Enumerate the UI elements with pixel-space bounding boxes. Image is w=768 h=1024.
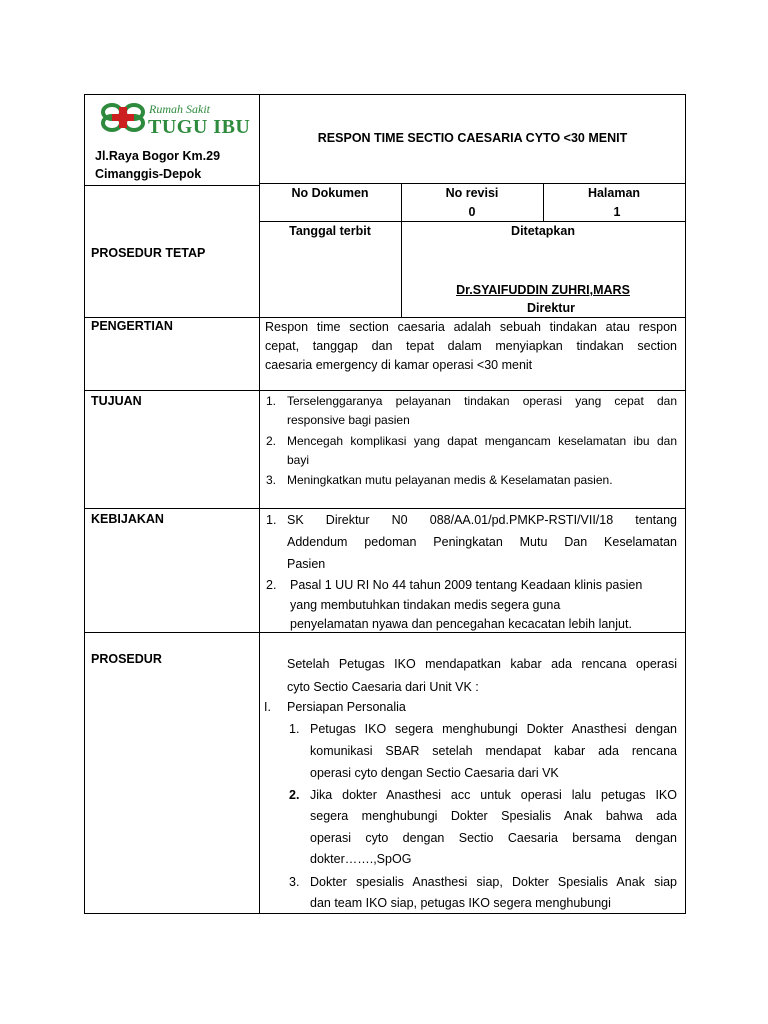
prosedur-roman-title: Persiapan Personalia bbox=[287, 700, 406, 714]
prosedur-item-number: 2. bbox=[289, 788, 300, 802]
column-divider-main bbox=[259, 94, 260, 914]
table-border-bottom bbox=[84, 913, 686, 914]
logo-text-rumah-sakit: Rumah Sakit bbox=[149, 102, 210, 116]
kebijakan-label: KEBIJAKAN bbox=[91, 512, 164, 526]
kebijakan-item-line: yang membutuhkan tindakan medis segera guna bbox=[290, 598, 561, 612]
prosedur-item-line: operasi cyto dengan Sectio Caesaria dari VK bbox=[310, 766, 559, 780]
tujuan-item-line: responsive bagi pasien bbox=[287, 413, 410, 427]
pengertian-line: cepat, tanggap dan tepat dalam menyiapkan tindakan section bbox=[265, 339, 677, 353]
kebijakan-item-line: Pasal 1 UU RI No 44 tahun 2009 tentang Keadaan klinis pasien bbox=[290, 578, 643, 592]
address-line-1: Jl.Raya Bogor Km.29 bbox=[95, 149, 221, 163]
prosedur-item-line: Petugas IKO segera menghubungi Dokter Anasthesi dengan bbox=[310, 722, 677, 736]
ditetapkan-label: Ditetapkan bbox=[511, 224, 575, 238]
tujuan-item-line: Terselenggaranya pelayanan tindakan operasi yang cepat dan bbox=[287, 394, 677, 408]
tujuan-item-line: Meningkatkan mutu pelayanan medis & Keselamatan pasien. bbox=[287, 473, 613, 487]
logo-text-tugu-ibu: TUGU IBU bbox=[148, 116, 251, 138]
prosedur-item-line: segera menghubungi Dokter Spesialis Anak bahwa ada bbox=[310, 809, 677, 823]
no-revisi-label: No revisi bbox=[445, 186, 499, 200]
kebijakan-item-number: 1. bbox=[266, 513, 277, 527]
tujuan-item-line: Mencegah komplikasi yang dapat mengancam keselamatan ibu dan bbox=[287, 434, 677, 448]
prosedur-intro-line: cyto Sectio Caesaria dari Unit VK : bbox=[287, 680, 479, 694]
document-title: RESPON TIME SECTIO CAESARIA CYTO <30 MENIT bbox=[317, 131, 628, 145]
prosedur-item-line: komunikasi SBAR setelah mendapat kabar ada rencana bbox=[310, 744, 677, 758]
prosedur-item-line: dokter…….,SpOG bbox=[310, 852, 412, 866]
hospital-cross-logo-icon bbox=[100, 101, 146, 133]
prosedur-label: PROSEDUR bbox=[91, 652, 162, 666]
kebijakan-item-line: Addendum pedoman Peningkatan Mutu Dan Keselamatan bbox=[287, 535, 677, 549]
prosedur-item-number: 3. bbox=[289, 875, 300, 889]
kebijakan-item-line: SK Direktur N0 088/AA.01/pd.PMKP-RSTI/VII/18 tentang bbox=[287, 513, 677, 527]
tujuan-item-number: 1. bbox=[266, 394, 277, 408]
signer-name: Dr.SYAIFUDDIN ZUHRI,MARS bbox=[456, 283, 630, 297]
prosedur-item-line: Jika dokter Anasthesi acc untuk operasi lalu petugas IKO bbox=[310, 788, 677, 802]
prosedur-item-line: dan team IKO siap, petugas IKO segera menghubungi bbox=[310, 896, 611, 910]
pengertian-label: PENGERTIAN bbox=[91, 319, 173, 333]
row-divider-tujuan bbox=[84, 508, 686, 509]
table-border-top bbox=[84, 94, 686, 95]
address-line-2: Cimanggis-Depok bbox=[95, 167, 202, 181]
no-dokumen-label: No Dokumen bbox=[291, 186, 369, 200]
prosedur-intro-line: Setelah Petugas IKO mendapatkan kabar ada rencana operasi bbox=[287, 657, 677, 671]
tujuan-item-number: 2. bbox=[266, 434, 277, 448]
prosedur-roman-number: I. bbox=[264, 700, 271, 714]
pengertian-line: caesaria emergency di kamar operasi <30 menit bbox=[265, 358, 533, 372]
no-revisi-value: 0 bbox=[468, 205, 476, 219]
halaman-label: Halaman bbox=[587, 186, 641, 200]
prosedur-item-line: operasi cyto dengan Sectio Caesaria bersama dengan bbox=[310, 831, 677, 845]
prosedur-tetap-label: PROSEDUR TETAP bbox=[91, 246, 206, 260]
prosedur-item-number: 1. bbox=[289, 722, 300, 736]
tanggal-terbit-label: Tanggal terbit bbox=[289, 224, 371, 238]
kebijakan-item-number: 2. bbox=[266, 578, 277, 592]
table-border-left bbox=[84, 94, 85, 914]
prosedur-item-line: Dokter spesialis Anasthesi siap, Dokter Spesialis Anak siap bbox=[310, 875, 677, 889]
row-divider-address bbox=[84, 185, 259, 186]
tujuan-item-number: 3. bbox=[266, 473, 277, 487]
pengertian-line: Respon time section caesaria adalah sebuah tindakan atau respon bbox=[265, 320, 677, 334]
kebijakan-item-line: penyelamatan nyawa dan pencegahan kecacatan lebih lanjut. bbox=[290, 617, 632, 631]
halaman-value: 1 bbox=[613, 205, 621, 219]
kebijakan-item-line: Pasien bbox=[287, 557, 326, 571]
signer-title: Direktur bbox=[527, 301, 575, 315]
tujuan-label: TUJUAN bbox=[91, 394, 142, 408]
tujuan-item-line: bayi bbox=[287, 453, 310, 467]
